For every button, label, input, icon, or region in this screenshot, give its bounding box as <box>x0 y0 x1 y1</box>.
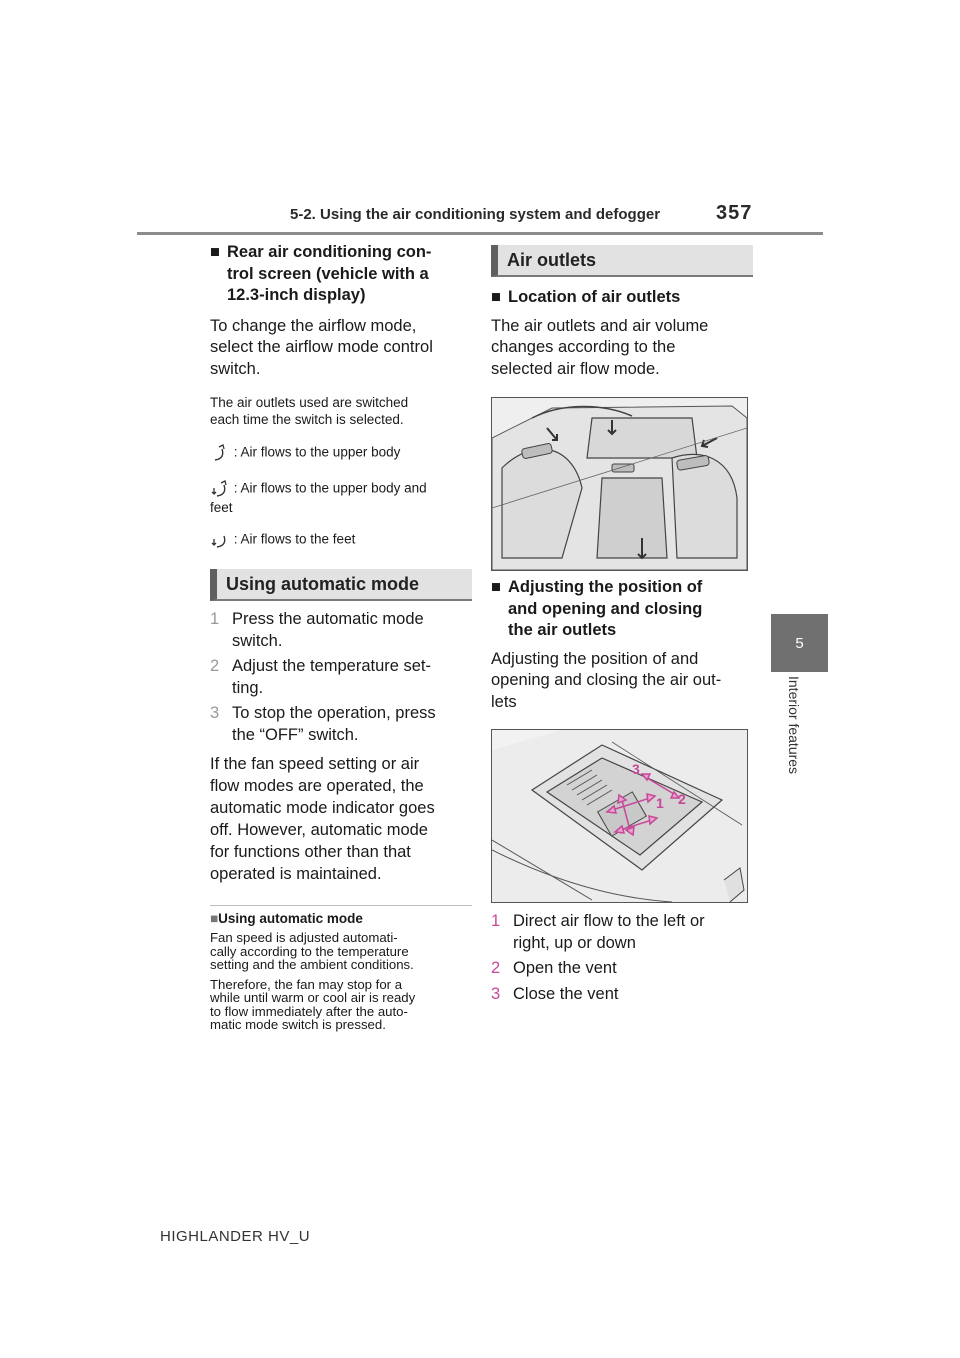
vent-step-2: 2 Open the vent <box>491 959 617 977</box>
vent-step-1: 1 Direct air flow to the left or right, up or down <box>491 912 705 952</box>
page-number: 357 <box>716 202 753 224</box>
adjust-heading: ■ Adjusting the position of and opening and closing the air outlets <box>491 578 703 639</box>
chapter-tab <box>771 614 828 672</box>
right-column <box>491 242 753 1005</box>
location-heading: ■ Location of air outlets <box>491 287 753 309</box>
section-bar-air-outlets: Air outlets <box>491 245 753 277</box>
vent-step-3: 3 Close the vent <box>491 984 619 1003</box>
adjust-paragraph: Adjusting the position of and opening and closing the air out- lets <box>491 649 722 711</box>
chapter-tab-label <box>786 676 812 856</box>
square-bullet-icon: ■ <box>491 578 501 596</box>
note-fan-speed: Fan speed is adjusted automati- cally according to the temperature setting and the ambient conditions. <box>210 930 414 972</box>
note-heading-automatic-mode: ■Using automatic mode <box>210 911 363 926</box>
square-bullet-icon: ■ <box>210 911 219 926</box>
cabin-air-outlets-illustration <box>491 397 748 571</box>
figure-label-3: 3 <box>632 761 640 777</box>
auto-step-1: 1 Press the automatic mode switch. <box>210 610 424 650</box>
airflow-upper-feet-icon <box>210 479 230 499</box>
square-bullet-icon: ■ <box>210 243 220 261</box>
note-fan-stop: Therefore, the fan may stop for a while until warm or cool air is ready to flow immediately after the auto- matic mode switch is pressed. <box>210 976 416 1032</box>
mode-upper-row: : Air flows to the upper body <box>210 443 472 463</box>
figure-label-1: 1 <box>656 795 664 811</box>
intro-paragraph: To change the airflow mode, select the airflow mode control switch. <box>210 316 433 378</box>
location-paragraph: The air outlets and air volume changes according to the selected air flow mode. <box>491 316 709 378</box>
mode-feet-row: : Air flows to the feet <box>210 530 472 550</box>
switch-note: The air outlets used are switched each time the switch is selected. <box>210 395 409 427</box>
rear-screen-heading: ■ Rear air conditioning con- trol screen (vehicle with a 12.3-inch display) <box>210 243 432 304</box>
chapter-number: 5 <box>795 634 804 652</box>
header-rule <box>137 232 823 235</box>
figure-label-2: 2 <box>678 791 686 807</box>
automatic-mode-paragraph: If the fan speed setting or air flow modes are operated, the automatic mode indicator goes off. However, automatic mode for functions other than that operated is maintained. <box>210 755 435 883</box>
mode-upper-feet-row: : Air flows to the upper body and feet <box>210 480 427 515</box>
left-column <box>210 242 472 1032</box>
auto-step-2: 2 Adjust the temperature set- ting. <box>210 657 432 697</box>
airflow-feet-icon <box>210 530 230 550</box>
vent-adjustment-illustration <box>491 729 748 903</box>
chapter-label: Interior features <box>786 676 802 775</box>
running-header: 5-2. Using the air conditioning system and defogger <box>290 206 661 223</box>
square-bullet-icon: ■ <box>491 288 501 306</box>
vent-illustration <box>492 730 747 902</box>
airflow-upper-icon <box>210 443 230 463</box>
auto-step-3: 3 To stop the operation, press the “OFF” switch. <box>210 704 436 744</box>
footer-model: HIGHLANDER HV_U <box>160 1228 311 1245</box>
cabin-illustration <box>492 398 747 570</box>
section-bar-automatic-mode: Using automatic mode <box>210 569 472 601</box>
